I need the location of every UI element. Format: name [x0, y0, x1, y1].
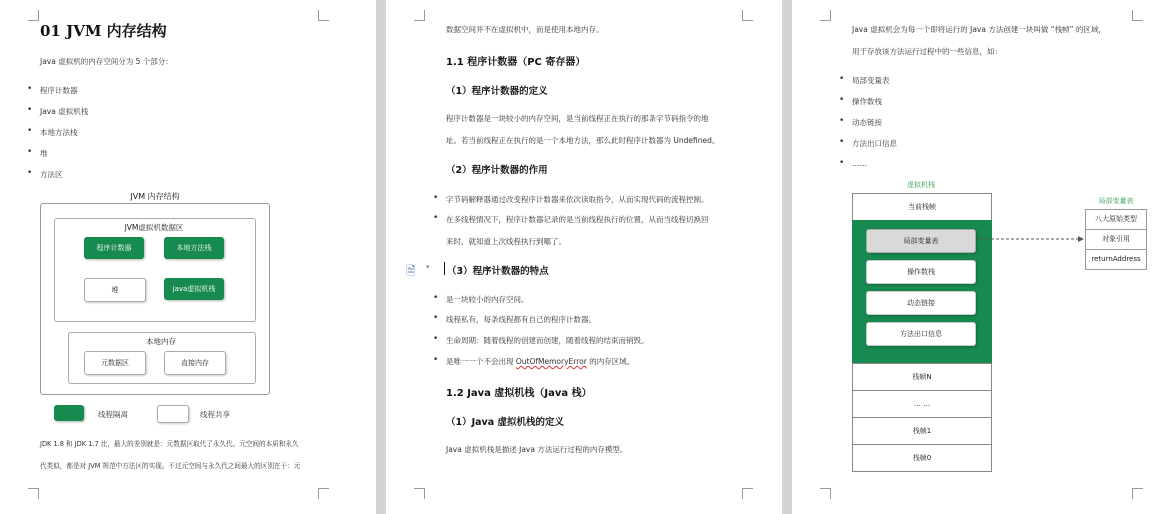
dashed-arrow — [976, 234, 1086, 244]
crop-mark — [28, 488, 39, 499]
intro-text: Java 虚拟机的内存空间分为 5 个部分： — [40, 57, 173, 66]
paragraph-line: Java 虚拟机栈是描述 Java 方法运行过程的内存模型。 — [446, 445, 628, 454]
crop-mark — [414, 488, 425, 499]
subsection-heading: （2）程序计数器的作用 — [446, 165, 548, 176]
legend-white-swatch — [157, 405, 189, 423]
pc-register-box: 程序计数器 — [84, 237, 144, 259]
java-stack-box: java虚拟机栈 — [164, 278, 224, 300]
list-item: • Java 虚拟机栈 — [40, 106, 88, 117]
paragraph-line: 数据空间并不在虚拟机中，而是使用本地内存。 — [446, 25, 604, 34]
list-item: • 操作数栈 — [852, 96, 882, 107]
crop-mark — [28, 10, 39, 21]
crop-mark — [742, 10, 753, 21]
crop-mark — [820, 10, 831, 21]
crop-mark — [414, 10, 425, 21]
paragraph-line: 程序计数器是一块较小的内存空间，是当前线程正在执行的那条字节码指令的地 — [446, 114, 709, 123]
list-item: • 局部变量表 — [852, 75, 890, 86]
legend-private-label: 线程隔离 — [98, 410, 128, 419]
crop-mark — [1132, 488, 1143, 499]
section-heading: 1.2 Java 虚拟机栈（Java 栈） — [446, 388, 592, 399]
lvt-row: 对象引用 — [1085, 229, 1147, 250]
list-item: • 方法出口信息 — [852, 138, 897, 149]
legend-green-swatch — [54, 405, 84, 421]
document-page-3 — [792, 0, 1176, 514]
lvt-row: 八大原始类型 — [1085, 209, 1147, 230]
subsection-heading: （1）程序计数器的定义 — [446, 86, 548, 97]
crop-mark — [742, 488, 753, 499]
local-vars-frame: 局部变量表 — [866, 229, 976, 253]
paragraph-line: 用于存放该方法运行过程中的一些信息，如： — [852, 47, 1002, 56]
operand-stack-frame: 操作数栈 — [866, 260, 976, 284]
stack-frame-row: … … — [852, 390, 992, 418]
metaspace-box: 元数据区 — [84, 351, 146, 375]
document-icon[interactable]: 🗎 — [406, 264, 416, 278]
legend-shared-label: 线程共享 — [200, 410, 230, 419]
text-cursor — [444, 262, 445, 275]
return-address-frame: 方法出口信息 — [866, 322, 976, 346]
crop-mark — [318, 488, 329, 499]
list-item: • 动态链接 — [852, 117, 882, 128]
list-item: • 线程私有，每条线程都有自己的程序计数器。 — [446, 314, 596, 325]
subsection-heading[interactable]: （3）程序计数器的特点 — [447, 266, 549, 277]
current-frame-header: 当前栈帧 — [852, 193, 992, 221]
stack-frame-row: 栈帧1 — [852, 417, 992, 445]
paragraph-line: 来时，就知道上次线程执行到哪了。 — [446, 237, 566, 246]
list-item: • 是唯一一个不会出现 OutOfMemoryError 的内存区域。 — [446, 356, 634, 367]
spellcheck-word: OutOfMemoryError — [515, 357, 587, 366]
data-area-label: JVM虚拟机数据区 — [124, 223, 184, 232]
chevron-down-icon[interactable]: ▾ — [426, 263, 430, 271]
document-page-2 — [386, 0, 782, 514]
dynamic-link-frame: 动态链接 — [866, 291, 976, 315]
stack-frame-row: 栈帧N — [852, 363, 992, 391]
list-item: • 字节码解释器通过改变程序计数器来依次读取指令，从而实现代码的流程控制。 — [446, 194, 709, 205]
page-title: 01 JVM 内存结构 — [40, 22, 167, 40]
crop-mark — [318, 10, 329, 21]
subsection-heading: （1）Java 虚拟机栈的定义 — [446, 417, 564, 428]
paragraph-line: 代类似，都是对 JVM 规范中方法区的实现。不过元空间与永久代之间最大的区别在于：元 — [40, 462, 301, 470]
crop-mark — [820, 488, 831, 499]
native-stack-box: 本地方法栈 — [164, 237, 224, 259]
list-item: • 生命周期：随着线程的创建而创建，随着线程的结束而销毁。 — [446, 335, 649, 346]
paragraph-line: JDK 1.8 和 JDK 1.7 比，最大的差别就是：元数据区取代了永久代。元空间的本质和永久 — [40, 440, 299, 448]
heap-box: 堆 — [84, 278, 146, 302]
paragraph-line: 址。若当前线程正在执行的是一个本地方法，那么此时程序计数器为 Undefined。 — [446, 136, 720, 145]
direct-memory-box: 直接内存 — [164, 351, 226, 375]
list-item: • 是一块较小的内存空间。 — [446, 294, 529, 305]
diagram-title: JVM 内存结构 — [130, 192, 180, 201]
section-heading: 1.1 程序计数器（PC 寄存器） — [446, 57, 586, 68]
paragraph-line: Java 虚拟机会为每一个即将运行的 Java 方法创建一块叫做 “栈帧” 的区域， — [852, 25, 1106, 34]
stack-title: 虚拟机栈 — [907, 181, 935, 189]
list-item: • 程序计数器 — [40, 85, 78, 96]
lvt-row: returnAddress — [1085, 249, 1147, 270]
data-area-box — [54, 218, 256, 322]
list-item: • 堆 — [40, 148, 48, 159]
crop-mark — [1132, 10, 1143, 21]
list-item: • 本地方法栈 — [40, 127, 78, 138]
native-memory-label: 本地内存 — [146, 337, 176, 346]
lvt-title: 局部变量表 — [1098, 197, 1134, 205]
stack-frame-row: 栈帧0 — [852, 444, 992, 472]
list-item: • 在多线程情况下，程序计数器记录的是当前线程执行的位置，从而当线程切换回 — [446, 214, 709, 225]
list-item: • …… — [852, 159, 867, 168]
document-page-1 — [0, 0, 376, 514]
list-item: • 方法区 — [40, 169, 63, 180]
